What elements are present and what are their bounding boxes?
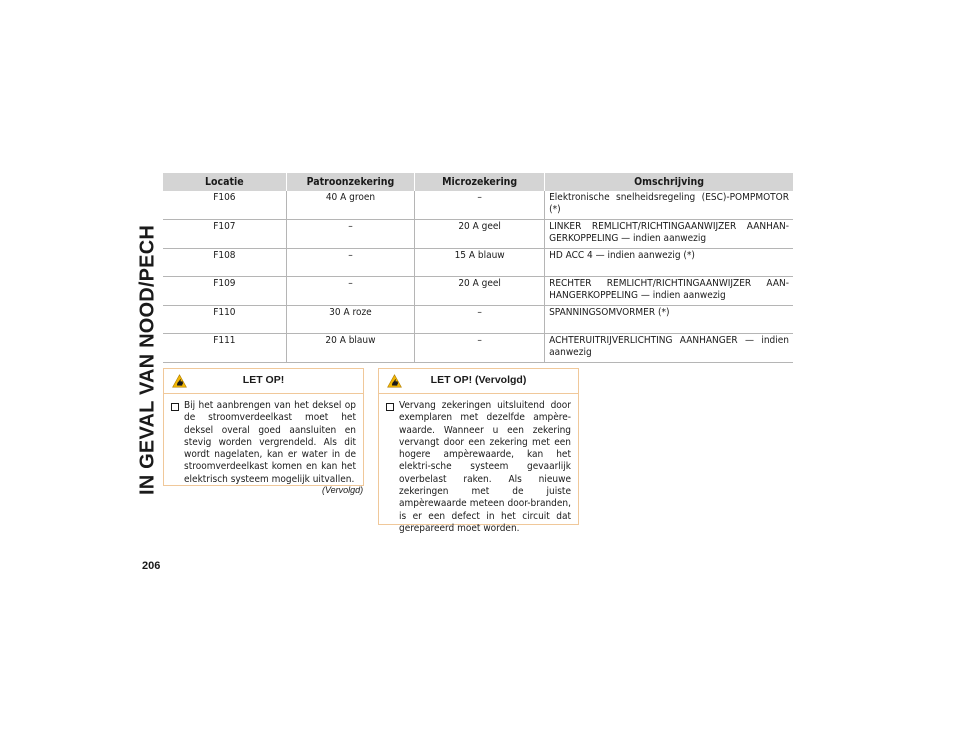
warning-body <box>164 394 363 490</box>
cell-microzekering: 20 A geel <box>415 277 545 306</box>
cell-locatie: F110 <box>163 306 286 334</box>
cell-patroonzekering: 30 A roze <box>286 306 414 334</box>
cell-locatie: F106 <box>163 191 286 220</box>
table-row <box>163 277 793 306</box>
warning-box-left <box>163 368 364 486</box>
cell-locatie: F107 <box>163 220 286 249</box>
warning-title: LET OP! <box>242 374 285 386</box>
continued-label: (Vervolgd) <box>322 485 364 495</box>
bullet-square-icon <box>171 403 179 411</box>
cell-patroonzekering: – <box>286 277 414 306</box>
cell-omschrijving: RECHTER REMLICHT/RICHTINGAANWIJZER AAN-HANGERKOPPELING — indien aanwezig <box>545 277 793 306</box>
cell-patroonzekering: – <box>286 249 414 277</box>
cell-omschrijving: HD ACC 4 — indien aanwezig (*) <box>545 249 793 277</box>
cell-omschrijving: SPANNINGSOMVORMER (*) <box>545 306 793 334</box>
cell-locatie: F109 <box>163 277 286 306</box>
warning-item <box>386 400 571 535</box>
page-number: 206 <box>142 560 161 572</box>
warning-box-right <box>378 368 579 534</box>
cell-patroonzekering: 40 A groen <box>286 191 414 220</box>
cell-omschrijving: ACHTERUITRIJVERLICHTING AANHANGER — indien aanwezig <box>549 335 789 358</box>
cell-omschrijving: Elektronische snelheidsregeling (ESC)-POMPMOTOR (*) <box>545 191 793 220</box>
header-microzekering: Microzekering <box>415 173 545 191</box>
cell-microzekering: – <box>415 306 545 334</box>
fuse-table <box>163 173 793 363</box>
header-patroonzekering: Patroonzekering <box>286 173 414 191</box>
cell-microzekering: 15 A blauw <box>415 249 545 277</box>
warning-header <box>164 369 363 394</box>
cell-locatie: F108 <box>163 249 286 277</box>
table-row <box>163 306 793 334</box>
table-header-row <box>163 173 793 191</box>
table-row <box>163 334 793 363</box>
cell-microzekering: – <box>415 334 545 363</box>
table-row <box>163 249 793 277</box>
section-title-text: IN GEVAL VAN NOOD/PECH <box>136 225 159 495</box>
bullet-square-icon <box>386 403 394 411</box>
header-omschrijving: Omschrijving <box>545 173 793 191</box>
warning-text: Bij het aanbrengen van het deksel op de stroomverdeelkast moet het deksel overal goed aansluiten en stevig worden vergrendeld. Als dit wordt nagelaten, kan er water in de stroomverdeelkast komen en kan het elektrisch systeem mogelijk uitvallen. <box>184 400 356 485</box>
table-row <box>163 220 793 249</box>
cell-patroonzekering: 20 A blauw <box>286 334 414 363</box>
cell-omschrijving: LINKER REMLICHT/RICHTINGAANWIJZER AANHAN-GERKOPPELING — indien aanwezig <box>545 220 793 249</box>
warning-item <box>171 400 356 486</box>
header-locatie: Locatie <box>163 173 286 191</box>
cell-locatie: F111 <box>163 334 286 363</box>
warning-title: LET OP! (Vervolgd) <box>430 374 527 386</box>
cell-patroonzekering: – <box>286 220 414 249</box>
warning-body <box>379 394 578 539</box>
cell-microzekering: – <box>415 191 545 220</box>
warning-text: Vervang zekeringen uitsluitend door exemplaren met dezelfde ampère-waarde. Wanneer u een zekering vervangt door een zekering met een hogere ampèrewaarde, kan het elektri-sche systeem gevaarlijk overbelast raken. Als nieuwe zekeringen met de juiste ampèrewaarde meteen door-branden, is er een defect in het circuit dat gerepareerd moet worden. <box>399 400 571 534</box>
warning-header <box>379 369 578 394</box>
cell-microzekering: 20 A geel <box>415 220 545 249</box>
table-row <box>163 191 793 220</box>
